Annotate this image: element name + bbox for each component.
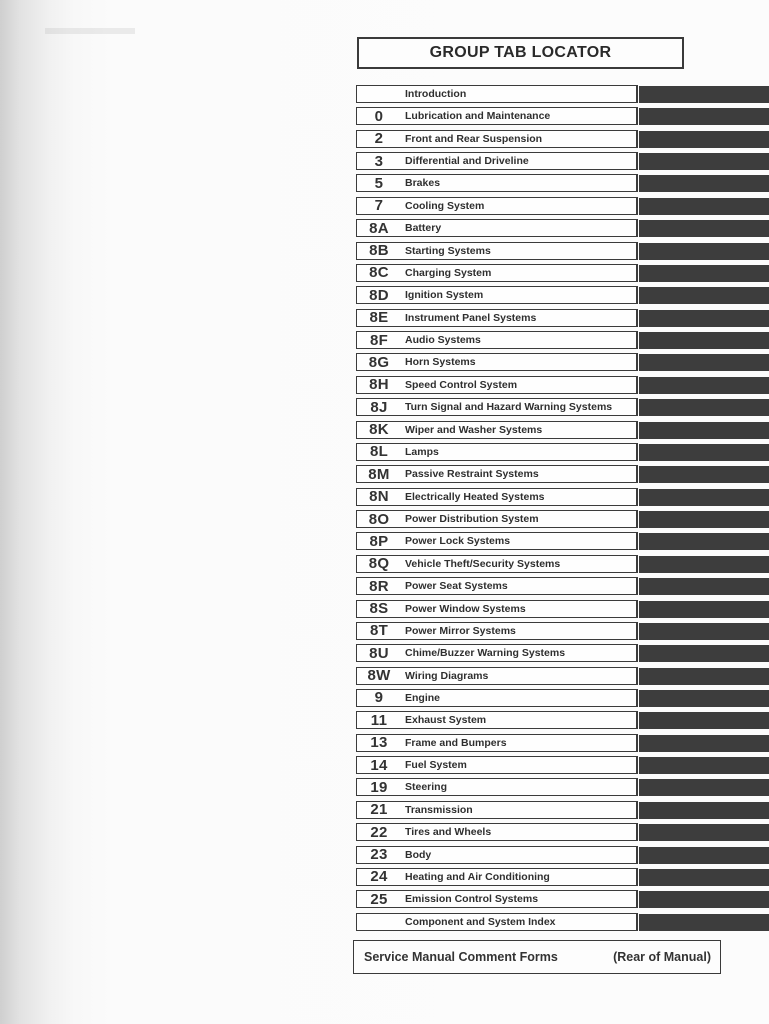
tab-marker-bar[interactable] xyxy=(639,824,769,841)
group-title: Differential and Driveline xyxy=(405,155,529,168)
group-number: 25 xyxy=(370,890,388,908)
group-number: 8Q xyxy=(368,555,390,573)
group-tab-row[interactable] xyxy=(354,510,769,528)
group-tab-label-box[interactable] xyxy=(356,85,638,103)
group-number: 9 xyxy=(374,689,384,707)
tab-marker-bar[interactable] xyxy=(639,332,769,349)
tab-marker-bar[interactable] xyxy=(639,489,769,506)
tab-marker-bar[interactable] xyxy=(639,869,769,886)
group-tab-label-box[interactable] xyxy=(356,376,638,394)
group-number: 5 xyxy=(374,174,384,192)
group-number: 8F xyxy=(369,331,389,349)
group-number: 8H xyxy=(369,376,389,394)
group-title: Turn Signal and Hazard Warning Systems xyxy=(405,401,613,414)
tab-marker-bar[interactable] xyxy=(639,466,769,483)
tab-marker-bar[interactable] xyxy=(639,779,769,796)
group-number: 8B xyxy=(369,242,389,260)
group-title: Instrument Panel Systems xyxy=(405,311,537,324)
tab-marker-bar[interactable] xyxy=(639,802,769,819)
group-title: Wiper and Washer Systems xyxy=(405,423,543,436)
group-tab-row[interactable] xyxy=(354,309,769,327)
group-number: 2 xyxy=(374,130,384,148)
group-tab-label-box[interactable] xyxy=(356,107,638,125)
group-title: Audio Systems xyxy=(405,334,481,347)
group-title: Ignition System xyxy=(405,289,484,302)
group-tab-row[interactable] xyxy=(354,488,769,506)
group-title: Chime/Buzzer Warning Systems xyxy=(405,647,566,660)
group-title: Vehicle Theft/Security Systems xyxy=(405,557,561,570)
tab-marker-bar[interactable] xyxy=(639,757,769,774)
group-tab-row[interactable] xyxy=(354,711,769,729)
group-title: Power Window Systems xyxy=(405,602,526,615)
group-tab-label-box[interactable] xyxy=(356,913,638,931)
group-number: 8A xyxy=(369,219,389,237)
group-title: Engine xyxy=(405,691,441,704)
tab-marker-bar[interactable] xyxy=(639,265,769,282)
tab-marker-bar[interactable] xyxy=(639,690,769,707)
group-number: 8U xyxy=(369,644,389,662)
group-tab-row[interactable] xyxy=(354,555,769,573)
group-number: 8M xyxy=(368,465,390,483)
group-tab-row[interactable] xyxy=(354,846,769,864)
group-tab-label-box[interactable] xyxy=(356,465,638,483)
group-title: Body xyxy=(405,848,432,861)
group-tab-label-box[interactable] xyxy=(356,152,638,170)
group-number: 14 xyxy=(370,756,388,774)
group-title: Cooling System xyxy=(405,199,485,212)
group-tab-row[interactable] xyxy=(354,398,769,416)
group-number: 8T xyxy=(369,622,389,640)
group-tab-row[interactable] xyxy=(354,532,769,550)
group-tab-label-box[interactable] xyxy=(356,488,638,506)
group-tab-label-box[interactable] xyxy=(356,555,638,573)
group-tab-label-box[interactable] xyxy=(356,443,638,461)
group-tab-label-box[interactable] xyxy=(356,801,638,819)
group-tab-label-box[interactable] xyxy=(356,756,638,774)
group-tab-row[interactable] xyxy=(354,130,769,148)
tab-marker-bar[interactable] xyxy=(639,914,769,931)
group-tab-row[interactable] xyxy=(354,823,769,841)
group-number: 3 xyxy=(374,152,384,170)
group-number: 8R xyxy=(369,577,389,595)
group-title: Exhaust System xyxy=(405,714,487,727)
group-tab-label-box[interactable] xyxy=(356,532,638,550)
group-title: Introduction xyxy=(405,88,467,100)
tab-marker-bar[interactable] xyxy=(639,712,769,729)
group-tab-row[interactable] xyxy=(354,331,769,349)
group-tab-label-box[interactable] xyxy=(356,286,638,304)
group-title: Front and Rear Suspension xyxy=(405,132,543,145)
tab-marker-bar[interactable] xyxy=(639,131,769,148)
group-tab-label-box[interactable] xyxy=(356,823,638,841)
group-number: 8S xyxy=(369,600,389,617)
group-tab-row[interactable] xyxy=(354,890,769,908)
group-number: 8G xyxy=(368,353,390,371)
tab-marker-bar[interactable] xyxy=(639,153,769,170)
group-number: 8D xyxy=(369,286,389,304)
tab-marker-bar[interactable] xyxy=(639,601,769,618)
group-tab-row[interactable] xyxy=(354,734,769,752)
group-number: 8C xyxy=(369,264,389,282)
group-tab-row[interactable] xyxy=(354,286,769,304)
group-tab-row[interactable] xyxy=(354,242,769,260)
group-tab-label-box[interactable] xyxy=(356,331,638,349)
tab-marker-bar[interactable] xyxy=(639,891,769,908)
group-number: 8J xyxy=(370,398,388,416)
bleed-through-mark xyxy=(45,28,135,34)
group-tab-label-box[interactable] xyxy=(356,174,638,192)
group-title: Horn Systems xyxy=(405,356,476,369)
group-tab-label-box[interactable] xyxy=(356,890,638,908)
comment-forms-box xyxy=(353,940,721,974)
group-tab-row[interactable] xyxy=(354,801,769,819)
group-tab-row[interactable] xyxy=(354,376,769,394)
group-tab-label-box[interactable] xyxy=(356,734,638,752)
group-tab-label-box[interactable] xyxy=(356,242,638,260)
group-tab-label-box[interactable] xyxy=(356,264,638,282)
group-tab-row[interactable] xyxy=(354,264,769,282)
group-title: Lubrication and Maintenance xyxy=(405,110,551,123)
group-tab-row[interactable] xyxy=(354,756,769,774)
group-tab-label-box[interactable] xyxy=(356,778,638,796)
group-number: 11 xyxy=(370,711,388,729)
tab-marker-bar[interactable] xyxy=(639,623,769,640)
group-number: 8L xyxy=(369,443,389,461)
group-tab-row[interactable] xyxy=(354,421,769,439)
group-tab-row[interactable] xyxy=(354,600,769,618)
tab-marker-bar[interactable] xyxy=(639,198,769,215)
group-tab-row[interactable] xyxy=(354,913,769,931)
group-title: Tires and Wheels xyxy=(405,826,492,839)
tab-marker-bar[interactable] xyxy=(639,377,769,394)
group-tab-label-box[interactable] xyxy=(356,689,638,707)
group-tab-row[interactable] xyxy=(354,85,769,103)
group-title: Battery xyxy=(405,222,442,235)
group-tab-label-box[interactable] xyxy=(356,711,638,729)
group-title: Starting Systems xyxy=(405,244,491,257)
group-number: 8W xyxy=(367,667,391,685)
tab-marker-bar[interactable] xyxy=(639,86,769,103)
group-title: Component and System Index xyxy=(405,915,556,928)
tab-marker-bar[interactable] xyxy=(639,287,769,304)
tab-marker-bar[interactable] xyxy=(639,220,769,237)
group-title: Charging System xyxy=(405,266,492,279)
group-tab-label-box[interactable] xyxy=(356,197,638,215)
tab-marker-bar[interactable] xyxy=(639,533,769,550)
group-title: Power Lock Systems xyxy=(405,535,511,548)
group-title: Power Mirror Systems xyxy=(405,624,516,637)
group-tab-row[interactable] xyxy=(354,443,769,461)
group-tab-label-box[interactable] xyxy=(356,309,638,327)
group-tab-row[interactable] xyxy=(354,622,769,640)
group-title: Fuel System xyxy=(405,759,467,772)
group-tab-label-box[interactable] xyxy=(356,600,638,618)
group-title: Frame and Bumpers xyxy=(405,736,507,749)
group-tab-row[interactable] xyxy=(354,577,769,595)
tab-marker-bar[interactable] xyxy=(639,354,769,371)
page-title: GROUP TAB LOCATOR xyxy=(357,37,684,69)
group-tab-label-box[interactable] xyxy=(356,577,638,595)
group-tab-label-box[interactable] xyxy=(356,868,638,886)
group-title: Steering xyxy=(405,781,448,794)
group-tab-row[interactable] xyxy=(354,107,769,125)
group-title: Speed Control System xyxy=(405,378,518,391)
group-tab-label-box[interactable] xyxy=(356,644,638,662)
tab-marker-bar[interactable] xyxy=(639,556,769,573)
group-number: 21 xyxy=(370,801,388,819)
tab-marker-bar[interactable] xyxy=(639,668,769,685)
group-tab-label-box[interactable] xyxy=(356,846,638,864)
group-number: 8O xyxy=(368,510,390,528)
group-tab-row[interactable] xyxy=(354,689,769,707)
group-tab-row[interactable] xyxy=(354,152,769,170)
group-title: Passive Restraint Systems xyxy=(405,468,539,481)
group-number: 13 xyxy=(370,734,388,752)
tab-marker-bar[interactable] xyxy=(639,645,769,662)
group-tab-row[interactable] xyxy=(354,219,769,237)
group-number: 22 xyxy=(370,823,388,841)
group-tab-label-box[interactable] xyxy=(356,398,638,416)
group-title: Power Seat Systems xyxy=(405,580,508,593)
group-tab-row[interactable] xyxy=(354,644,769,662)
group-number: 8K xyxy=(369,421,389,439)
comment-forms-label: Service Manual Comment Forms xyxy=(364,950,558,964)
group-number: 8N xyxy=(369,488,389,506)
tab-marker-bar[interactable] xyxy=(639,310,769,327)
tab-marker-bar[interactable] xyxy=(639,578,769,595)
tab-marker-bar[interactable] xyxy=(639,243,769,260)
group-number: 8P xyxy=(369,532,389,550)
group-tab-row[interactable] xyxy=(354,667,769,685)
group-title: Electrically Heated Systems xyxy=(405,490,545,503)
group-tab-label-box[interactable] xyxy=(356,219,638,237)
tab-marker-bar[interactable] xyxy=(639,444,769,461)
tab-marker-bar[interactable] xyxy=(639,399,769,416)
tab-marker-bar[interactable] xyxy=(639,847,769,864)
comment-forms-location: (Rear of Manual) xyxy=(613,950,711,964)
group-title: Wiring Diagrams xyxy=(405,669,489,682)
group-number: 0 xyxy=(374,107,384,125)
group-title: Heating and Air Conditioning xyxy=(405,870,550,883)
group-title: Transmission xyxy=(405,803,473,816)
tab-marker-bar[interactable] xyxy=(639,735,769,752)
group-tab-label-box[interactable] xyxy=(356,421,638,439)
group-title: Power Distribution System xyxy=(405,513,539,526)
tab-marker-bar[interactable] xyxy=(639,511,769,528)
group-tab-label-box[interactable] xyxy=(356,510,638,528)
group-number: 19 xyxy=(370,778,388,796)
group-tab-row[interactable] xyxy=(354,868,769,886)
group-number: 23 xyxy=(370,846,388,864)
group-title: Lamps xyxy=(405,445,439,458)
group-tab-row[interactable] xyxy=(354,465,769,483)
tab-marker-bar[interactable] xyxy=(639,422,769,439)
group-number: 8E xyxy=(369,309,389,327)
group-tab-label-box[interactable] xyxy=(356,353,638,371)
tab-marker-bar[interactable] xyxy=(639,175,769,192)
group-number: 24 xyxy=(370,868,388,886)
group-title: Brakes xyxy=(405,177,441,190)
group-tab-row[interactable] xyxy=(354,778,769,796)
group-tab-row[interactable] xyxy=(354,353,769,371)
tab-marker-bar[interactable] xyxy=(639,108,769,125)
group-tab-label-box[interactable] xyxy=(356,622,638,640)
group-tab-row[interactable] xyxy=(354,197,769,215)
group-tab-row[interactable] xyxy=(354,174,769,192)
group-title: Emission Control Systems xyxy=(405,893,539,906)
group-number: 7 xyxy=(374,197,384,215)
group-tab-label-box[interactable] xyxy=(356,667,638,685)
group-tab-label-box[interactable] xyxy=(356,130,638,148)
